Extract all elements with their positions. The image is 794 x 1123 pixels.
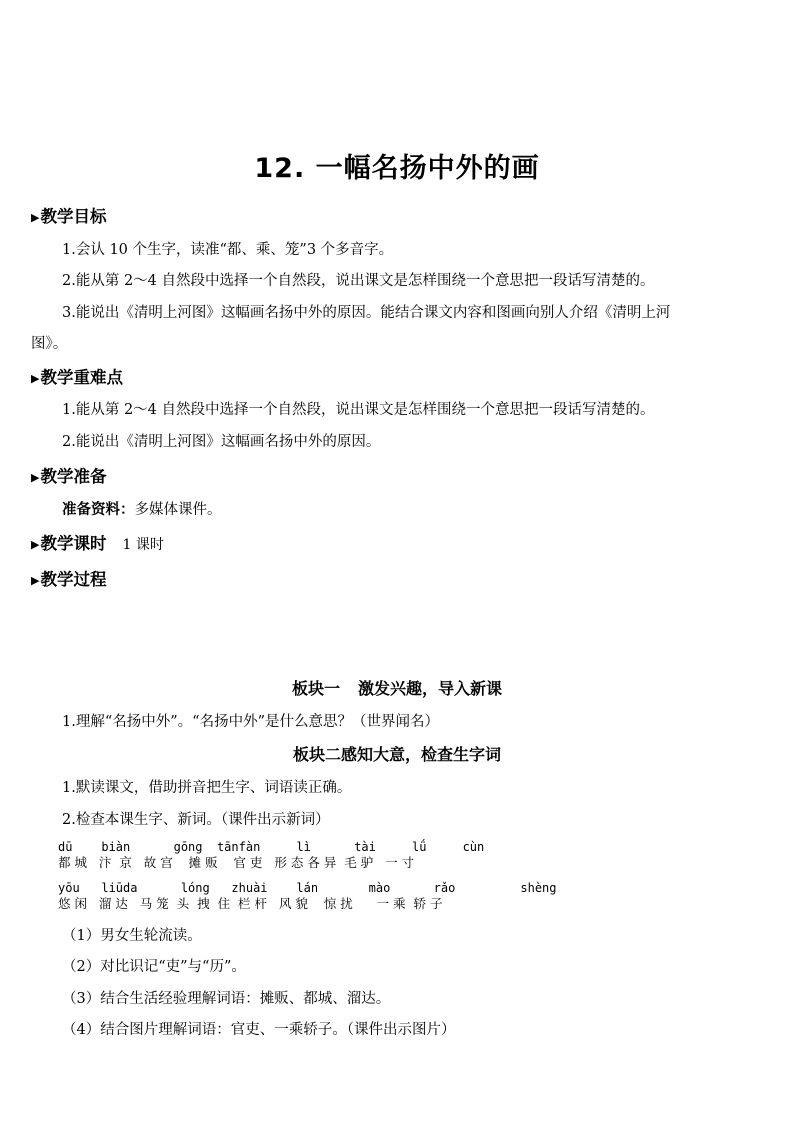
block2-item-2: 2.检查本课生字、新词。（课件出示新词） [62, 812, 330, 828]
objective-item-3-cont: 图》。 [31, 336, 68, 352]
hanzi-row-1: 都 城 汴 京 故 宫 摊 贩 官 吏 形 态 各 异 毛 驴 一 寸 [58, 855, 415, 870]
section-block2-title: 板块二感知大意，检查生字词 [292, 745, 501, 764]
triangle-bullet-icon: ▶ [31, 211, 40, 224]
heading-hours-label: 教学课时 [40, 534, 107, 553]
objective-item-3: 3.能说出《清明上河图》这幅画名扬中外的原因。能结合课文内容和图画向别人介绍《清明上河 [62, 305, 671, 321]
block2-sub-item-1: （1）男女生轮流读。 [62, 928, 202, 944]
key-point-item-2: 2.能说出《清明上河图》这幅画名扬中外的原因。 [62, 434, 381, 450]
heading-process-label: 教学过程 [40, 570, 107, 589]
triangle-bullet-icon: ▶ [31, 372, 40, 385]
section-block1-title [0, 676, 794, 699]
heading-objectives-label: 教学目标 [40, 207, 107, 226]
heading-hours [31, 530, 164, 554]
triangle-bullet-icon: ▶ [31, 538, 40, 551]
block2-sub-item-4: （4）结合图片理解词语：官吏、一乘轿子。（课件出示图片） [62, 1022, 456, 1038]
heading-preparation-label: 教学准备 [40, 467, 107, 486]
hanzi-row-2: 悠 闲 溜 达 马 笼 头 拽 住 栏 杆 风 貌 惊 扰 一 乘 轿 子 [58, 896, 443, 911]
preparation-line [62, 498, 222, 519]
page-title: 12. 一幅名扬中外的画 [254, 153, 540, 184]
block2-sub-item-3: （3）结合生活经验理解词语：摊贩、都城、溜达。 [62, 991, 391, 1007]
triangle-bullet-icon: ▶ [31, 471, 40, 484]
pinyin-row-1: dū biàn gōng tānfàn lì tài lǘ cùn [58, 840, 485, 854]
block2-sub-item-2: （2）对比识记“吏”与“历”。 [62, 959, 246, 975]
heading-key-points [31, 364, 123, 388]
heading-preparation [31, 463, 106, 487]
key-point-item-1: 1.能从第 2～4 自然段中选择一个自然段，说出课文是怎样围绕一个意思把一段话写清楚的。 [62, 402, 655, 418]
objective-item-1: 1.会认 10 个生字，读准“都、乘、笼”3 个多音字。 [62, 242, 394, 258]
block2-item-1: 1.默读课文，借助拼音把生字、词语读正确。 [62, 780, 352, 796]
preparation-label: 准备资料： [62, 501, 135, 518]
preparation-text: 多媒体课件。 [134, 502, 222, 518]
pinyin-row-2: yōu liūda lóng zhuài lán mào rǎo shèng [58, 881, 557, 895]
heading-process [31, 566, 106, 590]
hours-value: 1 课时 [122, 537, 164, 553]
triangle-bullet-icon: ▶ [31, 574, 40, 587]
objective-item-2: 2.能从第 2～4 自然段中选择一个自然段，说出课文是怎样围绕一个意思把一段话写清楚的。 [62, 273, 655, 289]
heading-objectives [31, 203, 106, 227]
block1-title-b: 激发兴趣，导入新课 [358, 679, 503, 698]
heading-key-points-label: 教学重难点 [40, 368, 123, 387]
block1-title-a: 板块一 [291, 679, 340, 698]
block1-item-1: 1.理解“名扬中外”。“名扬中外”是什么意思？（世界闻名） [62, 714, 439, 730]
